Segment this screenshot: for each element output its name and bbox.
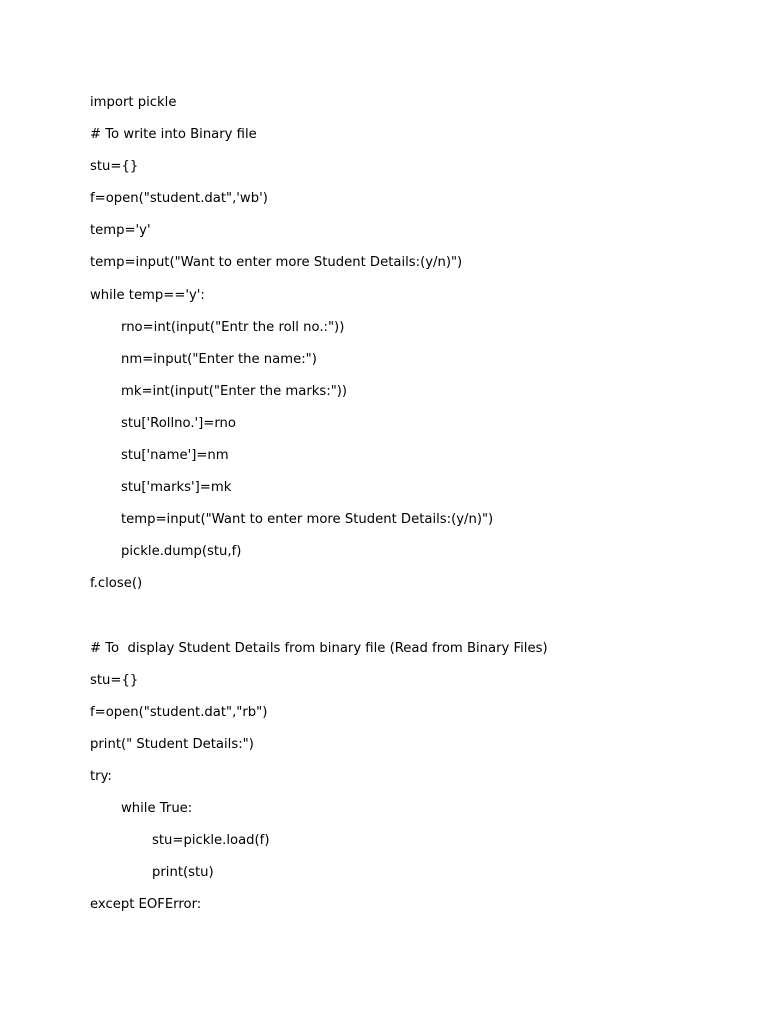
code-line: f.close() — [90, 576, 143, 592]
code-line: try: — [90, 768, 112, 784]
code-line: rno=int(input("Entr the roll no.:")) — [121, 319, 345, 335]
code-line: print(" Student Details:") — [90, 736, 254, 752]
code-line: while True: — [121, 801, 193, 817]
code-line: # To write into Binary file — [90, 127, 257, 143]
code-line: stu={} — [90, 159, 139, 175]
code-line: stu['Rollno.']=rno — [121, 415, 236, 431]
code-line: nm=input("Enter the name:") — [121, 351, 317, 367]
code-line: temp=input("Want to enter more Student Details:(y/n)") — [121, 512, 494, 528]
code-line: print(stu) — [152, 865, 214, 881]
blank-line — [90, 607, 730, 639]
code-listing — [90, 93, 730, 927]
code-line: stu['marks']=mk — [121, 480, 232, 496]
code-line: pickle.dump(stu,f) — [121, 544, 242, 560]
code-line: f=open("student.dat","rb") — [90, 704, 268, 720]
code-line: import pickle — [90, 95, 177, 110]
code-line: temp=input("Want to enter more Student Details:(y/n)") — [90, 255, 463, 271]
code-line: except EOFError: — [90, 897, 202, 913]
code-line: temp='y' — [90, 223, 151, 239]
code-line: f=open("student.dat",'wb') — [90, 191, 268, 207]
code-line: stu['name']=nm — [121, 448, 229, 464]
code-line: stu={} — [90, 672, 139, 688]
code-line: mk=int(input("Enter the marks:")) — [121, 383, 348, 399]
code-line: while temp=='y': — [90, 287, 205, 303]
code-line: stu=pickle.load(f) — [152, 833, 270, 849]
code-line: # To display Student Details from binary file (Read from Binary Files) — [90, 640, 548, 656]
